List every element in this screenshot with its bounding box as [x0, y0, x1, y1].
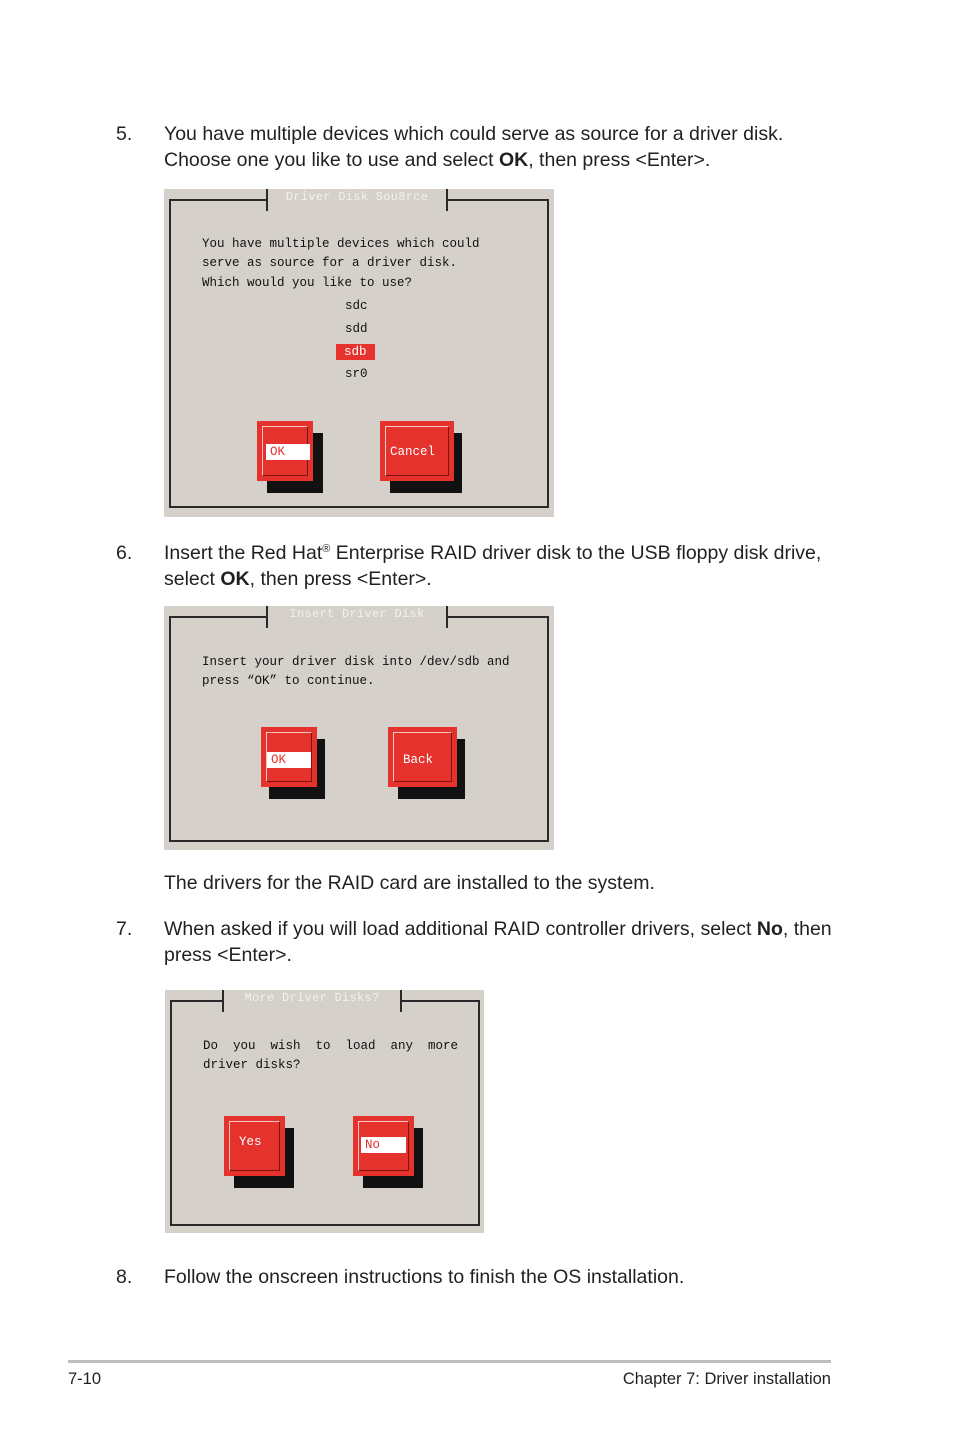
- back-button-label: Back: [403, 753, 434, 767]
- ok-button-label: OK: [267, 752, 311, 768]
- no-button[interactable]: [353, 1116, 423, 1188]
- dialog-message-line: Do you wish to load any more: [203, 1039, 459, 1053]
- step-number: 7.: [116, 918, 133, 940]
- dialog-message-line: You have multiple devices which could: [202, 237, 480, 251]
- more-driver-disks-dialog: [165, 990, 484, 1233]
- insert-driver-disk-dialog: [164, 606, 554, 850]
- step-text: You have multiple devices which could serve as source for a driver disk. Choose one you like to use and select OK, then press <Enter>.: [164, 123, 784, 171]
- step-number: 6.: [116, 542, 133, 564]
- ok-button[interactable]: [261, 727, 325, 799]
- dialog-message-line: Which would you like to use?: [202, 276, 413, 290]
- dialog-title: More Driver Disks?: [222, 990, 402, 1012]
- ok-button[interactable]: [257, 421, 323, 493]
- dialog-message-line: Insert your driver disk into /dev/sdb and: [202, 655, 510, 669]
- step-5: [116, 121, 876, 177]
- device-option-sr0[interactable]: sr0: [345, 367, 368, 381]
- dialog-border: [170, 1000, 480, 1226]
- dialog-border: [169, 616, 549, 842]
- cancel-button[interactable]: [380, 421, 462, 493]
- cancel-button-label: Cancel: [390, 445, 436, 459]
- device-option-sdc[interactable]: sdc: [345, 299, 368, 313]
- driver-disk-source-dialog: [164, 189, 554, 517]
- step-number: 8.: [116, 1266, 133, 1288]
- step-text: Follow the onscreen instructions to finish the OS installation.: [164, 1266, 685, 1288]
- step-7: [116, 916, 876, 972]
- ok-button-label: OK: [266, 444, 310, 460]
- step-8: [116, 1264, 876, 1294]
- dialog-title: Driver Disk Sou8rce: [266, 189, 448, 211]
- dialog-message-line: driver disks?: [203, 1058, 301, 1072]
- yes-button-label: Yes: [239, 1135, 262, 1149]
- device-option-sdd[interactable]: sdd: [345, 322, 368, 336]
- back-button[interactable]: [388, 727, 465, 799]
- dialog-message-line: serve as source for a driver disk.: [202, 256, 458, 270]
- step-text: Insert the Red Hat® Enterprise RAID driver disk to the USB floppy disk drive, select OK, then press <Enter>.: [164, 542, 822, 590]
- footer-divider: [68, 1360, 831, 1363]
- yes-button[interactable]: [224, 1116, 294, 1188]
- install-note: The drivers for the RAID card are installed to the system.: [164, 872, 655, 894]
- device-option-sdb-selected[interactable]: sdb: [336, 344, 375, 360]
- step-6: [116, 540, 876, 596]
- step-number: 5.: [116, 123, 133, 145]
- chapter-title: Chapter 7: Driver installation: [622, 1370, 831, 1388]
- dialog-title: Insert Driver Disk: [266, 606, 448, 628]
- page-number: 7-10: [68, 1370, 102, 1388]
- no-button-label: No: [361, 1137, 406, 1153]
- step-text: When asked if you will load additional RAID controller drivers, select No, then press <Enter>.: [164, 918, 832, 966]
- dialog-message-line: press “OK” to continue.: [202, 674, 375, 688]
